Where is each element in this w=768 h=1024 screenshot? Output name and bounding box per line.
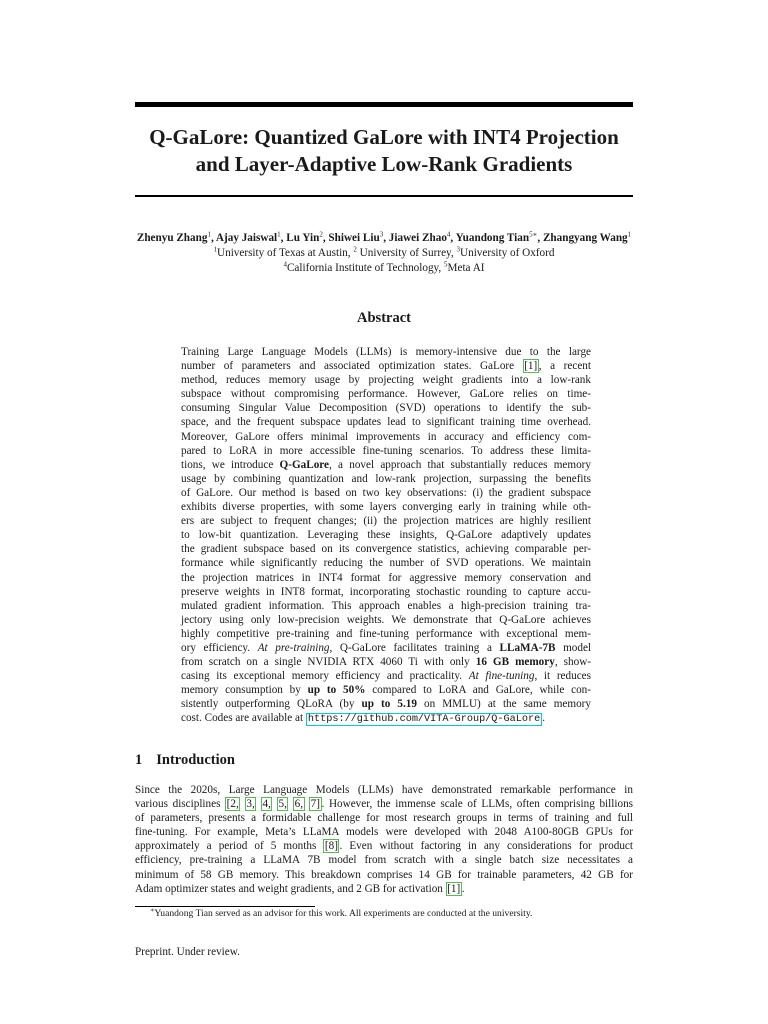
abstract-heading: Abstract [357,310,411,326]
text-run: pared to LoRA in more accessible fine-tuning scenarios. To address these limita- [181,444,591,457]
text-run: the gradient subspace based on its convergence statistics, achieving comparable per- [181,543,591,556]
author-name: Shiwei Liu [328,232,380,244]
title-line-1: Q-GaLore: Quantized GaLore with INT4 Projection [149,125,619,149]
text-run: from scratch on a single NVIDIA RTX 4060 Ti with only [181,656,476,669]
text-line [181,444,591,458]
affiliation-text: University of Oxford [460,247,555,259]
text-line [181,697,591,711]
text-line [181,585,591,599]
citation-link[interactable]: 6, [294,798,303,811]
text-line [181,571,591,585]
text-line [181,415,591,429]
text-run: casing its exceptional memory efficiency and practicality. [181,670,469,683]
text-line [181,486,591,500]
text-line [181,599,591,613]
affiliation-text: Meta AI [447,262,485,274]
text-run: Training Large Language Models (LLMs) is memory-intensive due to the large [181,346,591,358]
text-line [135,882,633,896]
citation-link[interactable]: 4, [262,798,271,811]
text-run: to low-bit quantization. Leveraging these insights, Q-GaLore adaptively updates [181,529,591,542]
text-line [135,797,633,811]
text-run: fine-tuning. For example, Meta’s LLaMA models were developed with 2048 A100-80GB GPUs for [135,826,633,839]
bold-text: up to 50% [307,684,366,697]
text-run: compared to LoRA and GaLore, while con- [365,684,591,697]
text-run: . [461,882,465,895]
affiliation-text: University of Surrey, [356,247,457,259]
affiliation-marker: 1 [213,245,218,254]
author-affiliation-marker: 1 [627,230,632,239]
text-run: . However, the immense scale of LLMs, often comprising billions [321,798,634,811]
text-run: minimum of 58 GB memory. This breakdown comprises 14 GB for trainable parameters, 42 GB for [135,868,633,881]
text-run: consuming Singular Value Decomposition (SVD) operations to identify the sub- [181,402,591,415]
author-name: Zhenyu Zhang [136,232,208,244]
footnote-text: Yuandong Tian served as an advisor for this work. All experiments are conducted at the university. [154,908,533,919]
bold-text: LLaMA-7B [499,641,556,654]
affiliation-marker: 4 [283,260,287,269]
paper-title [135,124,633,178]
text-run: ory efficiency. [181,641,258,654]
text-run: , show- [554,656,591,669]
bold-text: 16 GB memory [475,656,555,669]
author-affiliation-marker: 2 [319,230,323,239]
text-line [181,528,591,542]
code-repository-link[interactable]: https://github.com/VITA-Group/Q-GaLore [307,714,541,726]
text-line [135,825,633,839]
abstract-body [181,345,591,728]
text-run: , a novel approach that substantially reduces memory [329,458,591,471]
author-names: Zhenyu Zhang$^1$, Ajay Jaiswal$^1$, Lu Yin$^2$, Shiwei Liu$^3$, Jiawei Zhao$^4$, Yuandong Tian$^{5∗}$, Zhangyang Wang$^1$ [136,230,632,244]
citation-link[interactable]: 5, [278,798,287,811]
preprint-notice: Preprint. Under review. [135,946,240,958]
text-run: cost. Codes are available at [181,712,306,725]
text-run: various disciplines [135,798,226,811]
text-line [181,669,591,683]
author-name: Lu Yin [286,232,320,244]
text-line [181,401,591,415]
affiliation-line-2 [100,261,668,276]
bold-text: Q-GaLore [279,458,330,471]
affiliation-marker: 3 [456,245,461,254]
affiliation-line-1 [100,246,668,261]
affiliation-marker: 5 [444,260,448,269]
author-affiliation-marker: 5∗ [529,230,538,239]
text-line [181,683,591,697]
author-affiliation-marker: 1 [207,230,211,239]
text-line [181,641,591,655]
author-name: Yuandong Tian [455,232,530,244]
citation-link[interactable]: 7] [310,798,320,811]
text-run: of parameters, presents a formidable challenge for most research groups in terms of training and full [135,812,633,825]
author-name: Ajay Jaiswal [215,232,278,244]
text-run: method, reduces memory usage by projecting weight gradients into a low-rank [181,374,591,387]
affiliation-text: University of Texas at Austin, [217,247,354,259]
text-run: on MMLU) at the same memory [416,698,591,711]
text-line [181,711,591,727]
title-line-2: and Layer-Adaptive Low-Rank Gradients [195,152,573,176]
title-top-rule [135,102,633,107]
text-run: the projection matrices in INT4 format for aggressive memory conservation and [181,571,591,584]
section-title: Introduction [156,752,235,768]
text-line [181,514,591,528]
text-run: . [542,712,546,725]
text-line [135,853,633,867]
text-run: jectory using only low-precision weights. We demonstrate that Q-GaLore achieves [181,613,591,626]
italic-text: At fine-tuning [468,670,535,683]
footnote [150,908,532,920]
text-line [181,556,591,570]
text-line [181,613,591,627]
text-run: mulated gradient information. This approach enables a high-precision training tra- [181,599,591,612]
text-line [181,345,591,359]
citation-link[interactable]: 3, [246,798,255,811]
author-name: Zhangyang Wang [542,232,628,244]
text-run: highly competitive pre-training and fine-tuning performance with exceptional mem- [181,627,591,640]
text-line [135,868,633,882]
author-name: Jiawei Zhao [388,232,447,244]
introduction-body [135,783,633,896]
text-line [181,373,591,387]
text-line [181,655,591,669]
text-run: subspace without compromising performance. However, GaLore relies on time- [181,388,591,401]
text-line [181,500,591,514]
text-run: of GaLore. Our method is based on two key observations: (i) the gradient subspace [181,486,591,499]
text-run: memory consumption by [181,684,308,697]
text-line [181,627,591,641]
text-run: preserve weights in INT8 format, incorporating stochastic rounding to capture accu- [181,585,591,598]
footnote-marker: ∗ [150,906,155,914]
author-block [100,231,668,276]
text-run: usage by combining quantization and low-rank projection, surpassing the benefits [181,472,591,485]
text-run: space, and the frequent subspace updates lead to significant training time overhead. [181,416,591,429]
text-line [181,387,591,401]
italic-text: At pre-training [257,641,330,654]
text-run: , Q-GaLore facilitates training a [329,641,500,654]
text-line [135,811,633,825]
text-run: formance while significantly reducing the number of SVD operations. We maintain [181,557,591,570]
text-run: Moreover, GaLore offers minimal improvements in accuracy and efficiency com- [181,430,591,443]
text-run: Since the 2020s, Large Language Models (LLMs) have demonstrated remarkable performance in [135,784,633,796]
text-line [181,542,591,556]
text-run: , it reduces [534,670,591,683]
author-affiliation-marker: 4 [446,230,451,239]
text-line [181,472,591,486]
affiliation-text: California Institute of Technology, [286,262,445,274]
citation-link[interactable]: [1] [524,360,538,373]
text-run: sistently outperforming QLoRA (by [181,698,362,711]
text-run: approximately a period of 5 months [135,840,324,853]
affiliation-marker: 2 [353,245,357,254]
text-run: , a recent [538,360,591,373]
text-run: Adam optimizer states and weight gradients, and 2 GB for activation [135,882,446,895]
text-run: tions, we introduce [181,458,280,471]
author-affiliation-marker: 3 [379,230,384,239]
text-line [181,359,591,373]
text-line [135,839,633,853]
text-run: . Even without factoring in any considerations for product [339,840,633,853]
citation-link[interactable]: [2, [226,798,239,811]
section-number: 1 [135,752,143,768]
title-bottom-rule [135,195,633,197]
text-line [135,783,633,797]
text-run: number of parameters and associated optimization states. GaLore [181,360,523,373]
text-line [181,458,591,472]
author-affiliation-marker: 1 [277,230,281,239]
section-heading-introduction [135,752,235,769]
text-line [181,430,591,444]
text-run: ers are subject to frequent changes; (ii) the projection matrices are highly resilient [181,515,591,528]
bold-text: up to 5.19 [361,698,417,711]
citation-link[interactable]: [8] [324,840,338,853]
text-run: exhibits diverse properties, with some layers converging early in training while oth- [181,501,591,514]
footnote-rule [135,906,315,907]
text-run: efficiency, pre-training a LLaMA 7B model from scratch with a single batch size necessitates a [135,854,633,867]
citation-link[interactable]: [1] [447,882,461,895]
text-run: model [555,641,592,654]
